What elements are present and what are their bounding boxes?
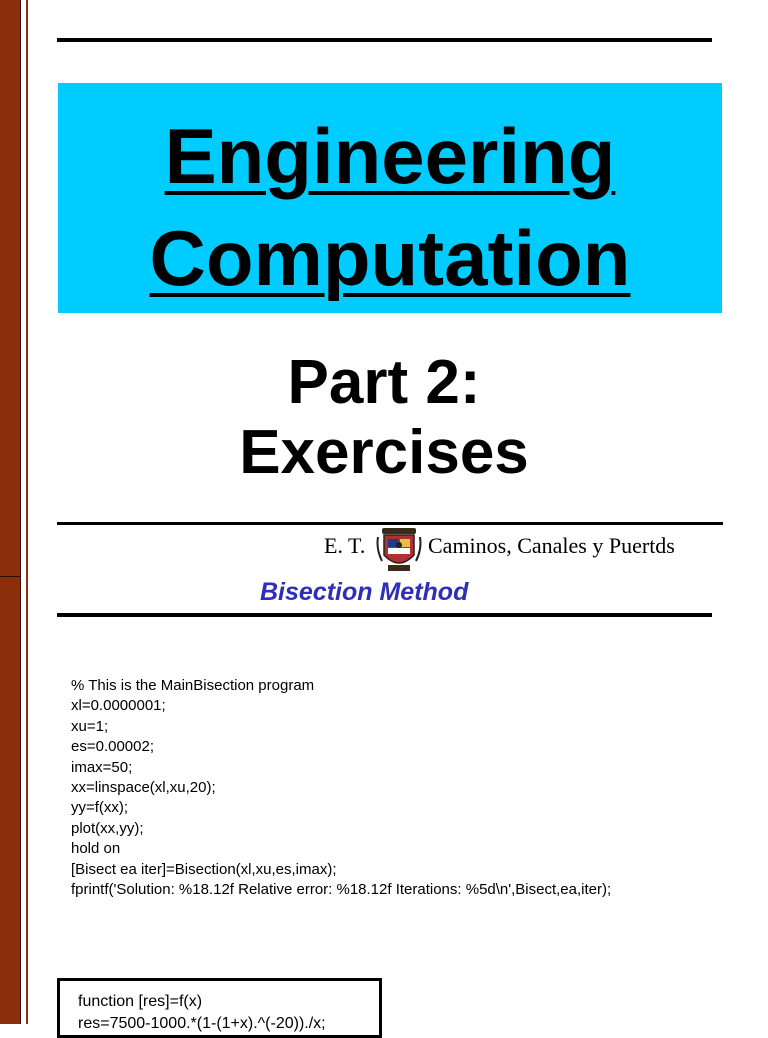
part-heading: Part 2: (287, 348, 481, 417)
bottom-rule (57, 613, 712, 617)
part-subheading: Exercises (239, 418, 529, 487)
function-box (57, 978, 382, 1038)
school-name-prefix: E. T. (324, 533, 366, 558)
top-rule (57, 38, 712, 42)
section-title: Bisection Method (260, 578, 469, 606)
code-line: xl=0.0000001; (71, 697, 166, 715)
code-line: [Bisect ea iter]=Bisection(xl,xu,es,imax); (71, 860, 337, 878)
code-line: hold on (71, 840, 121, 858)
code-listing (71, 676, 611, 900)
left-margin-bar (0, 0, 21, 1024)
school-name: Caminos, Canales y Puertds (428, 533, 675, 558)
title-line-2: Computation (149, 214, 631, 302)
function-body: res=7500-1000.*(1-(1+x).^(-20))./x; (78, 1015, 326, 1032)
code-line: imax=50; (71, 758, 133, 776)
code-line: es=0.00002; (71, 738, 154, 756)
function-signature: function [res]=f(x) (78, 993, 203, 1010)
left-margin-line (26, 0, 28, 1024)
title-banner (58, 83, 722, 313)
code-line: % This is the MainBisection program (71, 677, 315, 694)
code-line: xu=1; (71, 717, 109, 735)
left-bar-divider (0, 576, 20, 577)
code-line: fprintf('Solution: %18.12f Relative error: %18.12f Iterations: %5d\n',Bisect,ea,iter); (71, 880, 612, 898)
code-line: plot(xx,yy); (71, 819, 144, 837)
code-line: xx=linspace(xl,xu,20); (71, 778, 216, 796)
code-line: yy=f(xx); (71, 799, 129, 817)
school-crest-icon (374, 525, 424, 575)
title-line-1: Engineering (164, 112, 616, 200)
